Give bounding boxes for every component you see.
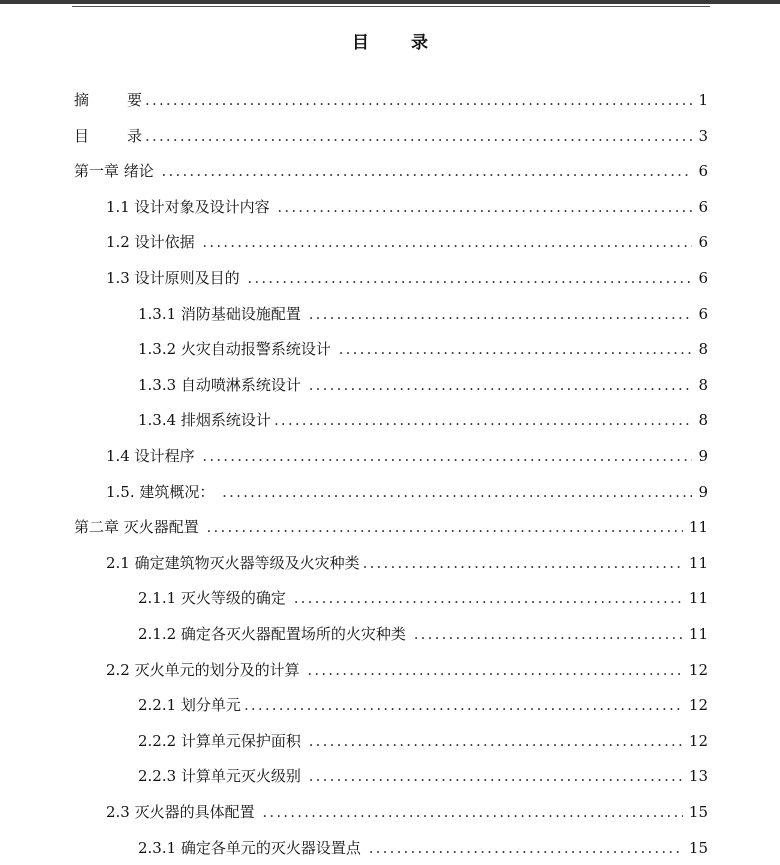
toc-entry[interactable] [138,297,708,331]
toc-entry-page-number: 12 [688,661,708,679]
toc-entry[interactable] [138,403,708,437]
toc-entry[interactable] [138,617,708,651]
toc-entry-page-number: 12 [688,732,708,750]
dot-leader [294,581,683,615]
toc-entry-label: 第一章 绪论 [74,162,159,180]
toc-entry-label-second-char: 要 [127,91,143,109]
dot-leader [309,368,692,402]
toc-entry[interactable] [138,332,708,366]
dot-leader [247,261,692,295]
toc-entry-page-number: 6 [698,269,708,287]
toc-entry-label: 2.2 灭火单元的划分及的计算 [106,661,305,679]
dot-leader [309,724,683,758]
toc-entry-label: 1.3.2 火灾自动报警系统设计 [138,340,336,358]
dot-leader [277,190,692,224]
toc-entry-page-number: 12 [688,696,708,714]
toc-entry-page-number: 11 [688,589,708,607]
dot-leader [222,475,692,509]
dot-leader [307,653,683,687]
toc-entry-page-number: 6 [698,233,708,251]
toc-entry-label: 2.3.1 确定各单元的灭火器设置点 [138,839,366,857]
toc-entry[interactable] [138,688,708,722]
toc-entry-label-second-char: 录 [127,127,143,145]
dot-leader [262,795,683,829]
toc-entry[interactable] [74,119,708,153]
toc-entry[interactable] [106,475,708,509]
dot-leader [309,297,692,331]
dot-leader [369,831,683,865]
toc-entry[interactable] [106,225,708,259]
toc-entry[interactable] [138,368,708,402]
toc-entry[interactable] [74,510,708,544]
toc-entry-page-number: 15 [688,803,708,821]
toc-entry-label: 2.1 确定建筑物灭火器等级及火灾种类 [106,554,360,572]
toc-entry-page-number: 1 [698,91,708,109]
toc-entry-label: 2.2.2 计算单元保护面积 [138,732,306,750]
toc-entry-label: 1.4 设计程序 [106,447,200,465]
dot-leader [145,83,692,117]
toc-entry-label: 1.5. 建筑概况： [106,483,220,501]
top-border [0,0,780,4]
toc-entry-label-first-char: 目 [74,127,90,145]
page-title: 目录 [352,33,470,53]
toc-entry-page-number: 11 [688,625,708,643]
toc-entry-page-number: 15 [688,839,708,857]
dot-leader [202,225,692,259]
toc-entry[interactable] [106,261,708,295]
dot-leader [309,759,683,793]
toc-entry-label: 1.3.3 自动喷淋系统设计 [138,376,306,394]
toc-entry[interactable] [138,759,708,793]
dot-leader [339,332,692,366]
toc-entry-page-number: 6 [698,198,708,216]
dot-leader [145,119,692,153]
toc-entry-page-number: 9 [698,447,708,465]
header-rule [72,6,710,7]
dot-leader [363,546,683,580]
toc-entry[interactable] [106,653,708,687]
toc-entry-label: 2.1.2 确定各灭火器配置场所的火灾种类 [138,625,411,643]
toc-entry-label: 2.1.1 灭火等级的确定 [138,589,291,607]
toc-entry[interactable] [106,439,708,473]
dot-leader [207,510,683,544]
toc-entry[interactable] [138,581,708,615]
toc-entry-label: 1.1 设计对象及设计内容 [106,198,275,216]
toc-entry[interactable] [74,83,708,117]
toc-entry[interactable] [106,190,708,224]
toc-entry[interactable] [106,546,708,580]
toc-entry-page-number: 9 [698,483,708,501]
dot-leader [162,154,692,188]
toc-entry[interactable] [74,154,708,188]
dot-leader [414,617,683,651]
dot-leader [202,439,692,473]
toc-entry-page-number: 13 [688,767,708,785]
toc-entry-label [74,119,145,153]
dot-leader [274,403,692,437]
toc-entry-label: 第二章 灭火器配置 [74,518,204,536]
toc-entry-page-number: 6 [698,305,708,323]
toc-entry-label: 2.3 灭火器的具体配置 [106,803,260,821]
toc-entry-page-number: 3 [698,127,708,145]
toc-entry-page-number: 6 [698,162,708,180]
toc-entry[interactable] [138,724,708,758]
toc-entry-page-number: 8 [698,376,708,394]
toc-entry-page-number: 8 [698,340,708,358]
toc-entry-label: 1.3.4 排烟系统设计 [138,411,271,429]
toc-entry-page-number: 8 [698,411,708,429]
dot-leader [244,688,683,722]
toc-entry-label: 2.2.3 计算单元灭火级别 [138,767,306,785]
toc-entry[interactable] [138,831,708,865]
toc-entry-page-number: 11 [688,554,708,572]
toc-entry-label-first-char: 摘 [74,91,90,109]
toc-entry-label: 1.3 设计原则及目的 [106,269,245,287]
toc-entry-label: 1.3.1 消防基础设施配置 [138,305,306,323]
toc-entry[interactable] [106,795,708,829]
toc-entry-label: 1.2 设计依据 [106,233,200,251]
toc-entry-page-number: 11 [688,518,708,536]
toc-entry-label [74,83,145,117]
toc-entry-label: 2.2.1 划分单元 [138,696,241,714]
